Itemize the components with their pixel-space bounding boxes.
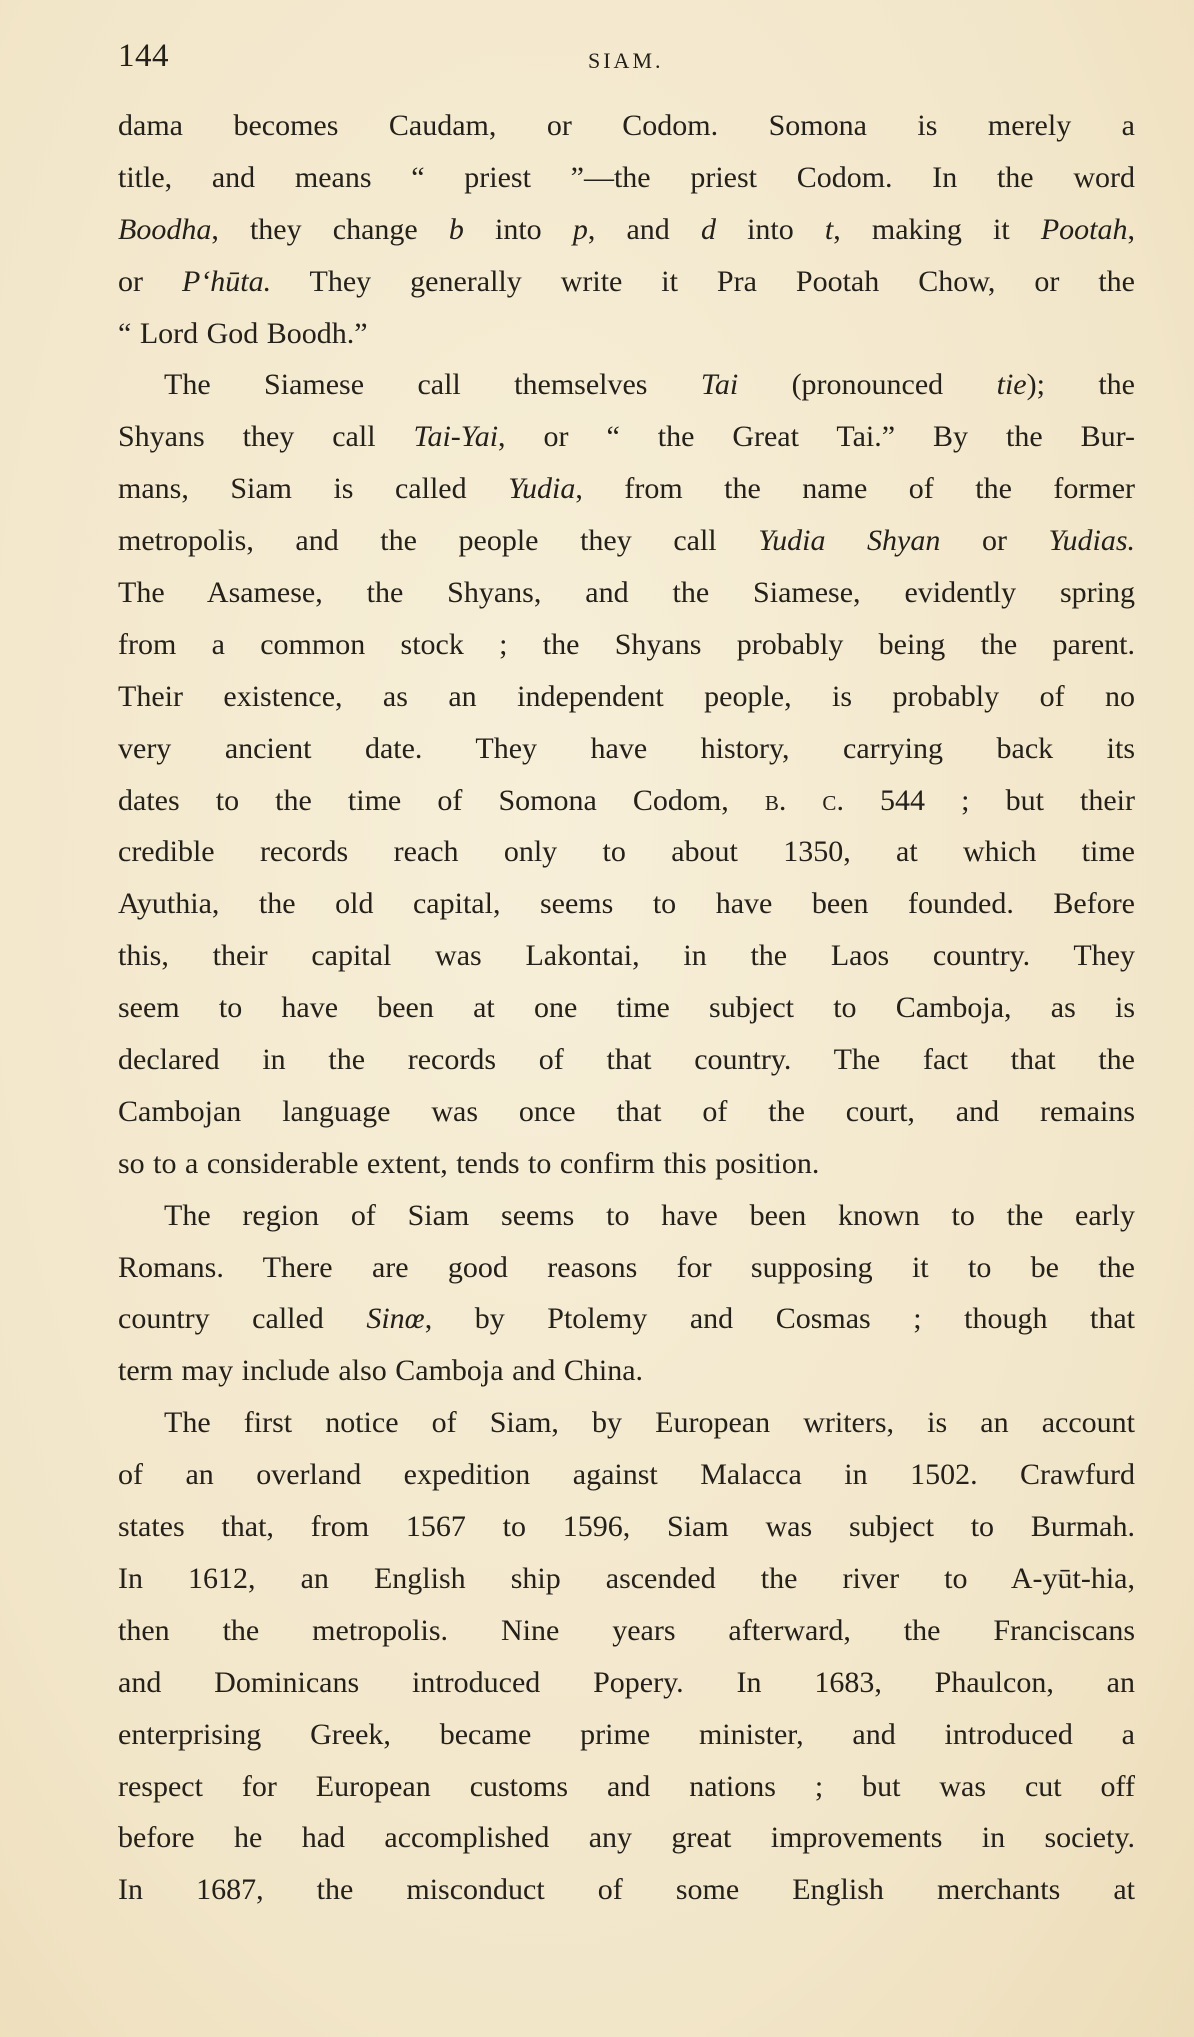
- text-line: [118, 826, 1135, 878]
- text-segment: dates to the time of Somona Codom,: [118, 783, 765, 817]
- text-segment: metropolis, and the people they call: [118, 524, 759, 558]
- italic-text: tie: [996, 368, 1027, 402]
- text-segment: , from the name of the former: [575, 472, 1135, 506]
- page-number: 144: [118, 38, 169, 74]
- text-line: [118, 1761, 1135, 1813]
- text-segment: In 1612, an English ship ascended the river to A-yūt-hia,: [118, 1561, 1135, 1595]
- text-segment: The Asamese, the Shyans, and the Siamese, evidently spring: [118, 576, 1135, 610]
- italic-text: Yudia Shyan: [758, 524, 941, 558]
- italic-text: Tai-Yai: [413, 420, 499, 454]
- text-segment: b. c.: [764, 783, 844, 817]
- page-header: [118, 38, 1138, 88]
- text-line: [118, 1086, 1135, 1138]
- text-segment: , or “ the Great Tai.” By the Bur-: [498, 420, 1135, 454]
- text-segment: , making it: [833, 212, 1041, 246]
- text-line: [118, 411, 1135, 463]
- text-line: [118, 1138, 1135, 1190]
- text-segment: of an overland expedition against Malacca in 1502. Crawfurd: [118, 1458, 1135, 1492]
- text-line: [118, 1034, 1135, 1086]
- text-segment: (pronounced: [738, 368, 997, 402]
- text-segment: The first notice of Siam, by European writers, is an account: [164, 1406, 1135, 1440]
- text-segment: country called: [118, 1302, 367, 1336]
- text-line: [118, 308, 1135, 360]
- text-segment: ); the: [1026, 368, 1136, 402]
- text-segment: dama becomes Caudam, or Codom. Somona is merely a: [118, 109, 1135, 142]
- text-segment: Their existence, as an independent people, is probably of no: [118, 679, 1135, 713]
- italic-text: t: [824, 212, 834, 246]
- running-head: SIAM.: [588, 48, 664, 73]
- italic-text: Yudia: [508, 472, 576, 506]
- text-segment: or: [118, 264, 182, 298]
- text-segment: or: [940, 524, 1049, 558]
- italic-text: Pootah: [1040, 212, 1128, 246]
- text-segment: Cambojan language was once that of the court, and remains: [118, 1094, 1135, 1128]
- text-line: [118, 619, 1135, 671]
- text-line: [118, 775, 1135, 827]
- italic-text: p: [572, 212, 588, 246]
- text-line: [118, 1501, 1135, 1553]
- text-segment: Ayuthia, the old capital, seems to have been founded. Before: [118, 887, 1135, 921]
- text-segment: title, and means “ priest ”—the priest Codom. In the word: [118, 160, 1135, 194]
- text-line: [118, 1605, 1135, 1657]
- text-line: [118, 1190, 1135, 1242]
- text-line: [118, 1864, 1135, 1916]
- text-segment: Romans. There are good reasons for supposing it to be the: [118, 1250, 1135, 1284]
- text-line: [118, 1293, 1135, 1345]
- text-line: [118, 1657, 1135, 1709]
- italic-text: Tai: [700, 368, 739, 402]
- text-segment: The Siamese call themselves: [164, 368, 701, 402]
- text-segment: seem to have been at one time subject to Camboja, as is: [118, 991, 1135, 1025]
- text-segment: from a common stock ; the Shyans probably being the parent.: [118, 627, 1135, 661]
- text-line: [118, 1242, 1135, 1294]
- text-line: [118, 982, 1135, 1034]
- text-segment: this, their capital was Lakontai, in the Laos country. They: [118, 939, 1135, 973]
- text-line: [118, 100, 1135, 152]
- text-segment: then the metropolis. Nine years afterward, the Franciscans: [118, 1613, 1135, 1647]
- text-line: [118, 878, 1135, 930]
- text-line: [118, 359, 1135, 411]
- text-segment: very ancient date. They have history, carrying back its: [118, 731, 1135, 765]
- text-line: [118, 1345, 1135, 1397]
- text-segment: so to a considerable extent, tends to confirm this position.: [118, 1146, 820, 1180]
- text-line: [118, 1449, 1135, 1501]
- text-line: [118, 256, 1135, 308]
- text-line: [118, 567, 1135, 619]
- italic-text: Boodha: [118, 212, 212, 246]
- text-line: [118, 1397, 1135, 1449]
- text-line: [118, 1553, 1135, 1605]
- text-segment: into: [463, 212, 573, 246]
- text-segment: , and: [587, 212, 701, 246]
- italic-text: d: [700, 212, 716, 246]
- italic-text: b: [448, 212, 464, 246]
- text-segment: credible records reach only to about 1350, at which time: [118, 835, 1135, 869]
- text-segment: , they change: [211, 212, 449, 246]
- text-line: [118, 463, 1135, 515]
- italic-text: Sinœ: [366, 1302, 425, 1336]
- italic-text: P‘hūta.: [181, 264, 272, 298]
- text-segment: enterprising Greek, became prime minister, and introduced a: [118, 1717, 1135, 1751]
- text-line: [118, 152, 1135, 204]
- text-line: [118, 671, 1135, 723]
- text-segment: “ Lord God Boodh.”: [118, 316, 368, 350]
- text-line: [118, 930, 1135, 982]
- text-segment: The region of Siam seems to have been known to the early: [164, 1198, 1135, 1232]
- italic-text: Yudias.: [1048, 524, 1135, 558]
- text-line: [118, 204, 1135, 256]
- text-line: [118, 1709, 1135, 1761]
- text-segment: before he had accomplished any great improvements in society.: [118, 1821, 1135, 1855]
- body-text: [118, 100, 1135, 1916]
- text-segment: , by Ptolemy and Cosmas ; though that: [424, 1302, 1135, 1336]
- text-segment: They generally write it Pra Pootah Chow, or the: [271, 264, 1135, 298]
- text-segment: mans, Siam is called: [118, 472, 509, 506]
- text-segment: and Dominicans introduced Popery. In 1683, Phaulcon, an: [118, 1665, 1135, 1699]
- text-line: [118, 515, 1135, 567]
- text-segment: declared in the records of that country. The fact that the: [118, 1043, 1135, 1077]
- text-segment: ,: [1127, 212, 1136, 246]
- text-line: [118, 1812, 1135, 1864]
- text-segment: states that, from 1567 to 1596, Siam was subject to Burmah.: [118, 1510, 1135, 1544]
- text-segment: respect for European customs and nations ; but was cut off: [118, 1769, 1135, 1803]
- text-segment: In 1687, the misconduct of some English merchants at: [118, 1873, 1135, 1907]
- text-segment: Shyans they call: [118, 420, 414, 454]
- text-line: [118, 723, 1135, 775]
- text-segment: into: [715, 212, 825, 246]
- text-segment: term may include also Camboja and China.: [118, 1354, 644, 1388]
- text-segment: 544 ; but their: [843, 783, 1135, 817]
